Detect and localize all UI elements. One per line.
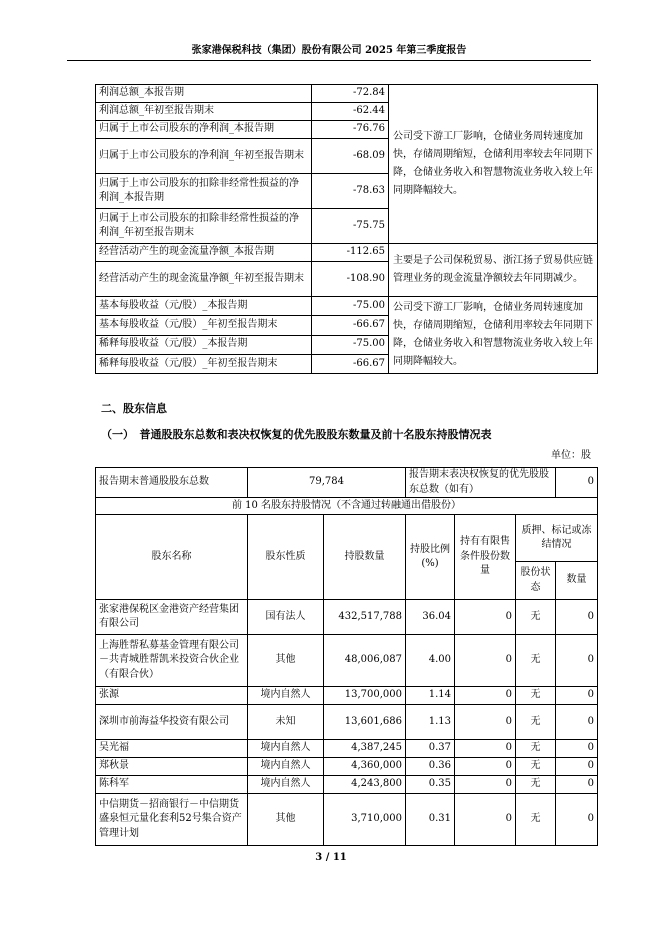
holder-shares: 13,601,686 — [324, 705, 406, 740]
holder-qty: 0 — [556, 687, 598, 705]
holder-qty: 0 — [556, 758, 598, 776]
row-value: -66.67 — [312, 316, 389, 335]
table-row — [96, 794, 598, 846]
holder-name: 吴光福 — [96, 740, 248, 758]
row-value: -75.75 — [312, 209, 389, 244]
holder-restricted: 0 — [455, 705, 516, 740]
holder-shares: 48,006,087 — [324, 635, 406, 687]
holder-shares: 4,360,000 — [324, 758, 406, 776]
holder-qty: 0 — [556, 776, 598, 794]
holder-qty: 0 — [556, 705, 598, 740]
row-value: -75.00 — [312, 335, 389, 354]
change-reason-note: 公司受下游工厂影响，仓储业务周转速度加快，存储周期缩短，仓储利用率较去年同期下降，仓储业务收入和智慧物流业务收入较上年同期降幅较大。 — [389, 85, 598, 244]
holder-qty: 0 — [556, 600, 598, 635]
holder-status: 无 — [516, 635, 556, 687]
row-value: -68.09 — [312, 139, 389, 174]
holder-shares: 432,517,788 — [324, 600, 406, 635]
total-holders-label: 报告期末普通股股东总数 — [96, 468, 248, 498]
shareholders-table — [95, 467, 598, 846]
holder-ratio: 0.35 — [406, 776, 455, 794]
holder-name: 张源 — [96, 687, 248, 705]
holder-restricted: 0 — [455, 758, 516, 776]
preferred-holders-label: 报告期末表决权恢复的优先股股东总数（如有） — [406, 468, 556, 498]
holder-ratio: 36.04 — [406, 600, 455, 635]
row-label: 归属于上市公司股东的扣除非经常性损益的净利润_年初至报告期末 — [96, 209, 312, 244]
row-value: -108.90 — [312, 262, 389, 297]
row-label: 归属于上市公司股东的扣除非经常性损益的净利润_本报告期 — [96, 174, 312, 209]
row-label: 稀释每股收益（元/股）_年初至报告期末 — [96, 354, 312, 373]
section-title: 二、股东信息 — [101, 402, 167, 415]
holder-qty: 0 — [556, 740, 598, 758]
holder-nature: 境内自然人 — [248, 758, 324, 776]
holder-nature: 未知 — [248, 705, 324, 740]
holder-restricted: 0 — [455, 776, 516, 794]
holder-nature: 其他 — [248, 635, 324, 687]
holder-restricted: 0 — [455, 740, 516, 758]
holder-name: 深圳市前海益华投资有限公司 — [96, 705, 248, 740]
row-value: -66.67 — [312, 354, 389, 373]
header-status: 股份状态 — [516, 562, 556, 600]
holder-name: 上海胜帮私募基金管理有限公司－共青城胜帮凯米投资合伙企业（有限合伙） — [96, 635, 248, 687]
holder-status: 无 — [516, 740, 556, 758]
holder-qty: 0 — [556, 794, 598, 846]
header-restricted: 持有有限售条件股份数量 — [455, 515, 516, 600]
holder-ratio: 4.00 — [406, 635, 455, 687]
row-label: 归属于上市公司股东的净利润_本报告期 — [96, 121, 312, 139]
holder-restricted: 0 — [455, 687, 516, 705]
change-reasons-table — [95, 84, 598, 374]
holder-name: 中信期货－招商银行－中信期货盛泉恒元量化套利52号集合资产管理计划 — [96, 794, 248, 846]
row-label: 利润总额_年初至报告期末 — [96, 103, 312, 121]
table-row — [96, 600, 598, 635]
holder-nature: 境内自然人 — [248, 776, 324, 794]
holder-nature: 境内自然人 — [248, 687, 324, 705]
header-pledge: 质押、标记或冻结情况 — [516, 515, 598, 562]
change-reason-note: 主要是子公司保税贸易、浙江扬子贸易供应链管理业务的现金流量净额较去年同期减少。 — [389, 244, 598, 297]
table-row — [96, 740, 598, 758]
page-header-title: 张家港保税科技（集团）股份有限公司 2025 年第三季度报告 — [191, 45, 467, 56]
table-row — [96, 635, 598, 687]
holder-nature: 其他 — [248, 794, 324, 846]
row-value: -112.65 — [312, 244, 389, 262]
header-nature: 股东性质 — [248, 515, 324, 600]
holder-restricted: 0 — [455, 794, 516, 846]
holder-shares: 3,710,000 — [324, 794, 406, 846]
holder-shares: 13,700,000 — [324, 687, 406, 705]
row-label: 基本每股收益（元/股）_年初至报告期末 — [96, 316, 312, 335]
holder-status: 无 — [516, 758, 556, 776]
header-qty: 数量 — [556, 562, 598, 600]
holder-nature: 国有法人 — [248, 600, 324, 635]
holder-nature: 境内自然人 — [248, 740, 324, 758]
holder-status: 无 — [516, 705, 556, 740]
holder-status: 无 — [516, 687, 556, 705]
holder-restricted: 0 — [455, 600, 516, 635]
header-divider — [67, 60, 591, 61]
holder-ratio: 1.14 — [406, 687, 455, 705]
row-value: -72.84 — [312, 85, 389, 103]
holder-name: 张家港保税区金港资产经营集团有限公司 — [96, 600, 248, 635]
row-value: -78.63 — [312, 174, 389, 209]
page-number: 3 / 11 — [315, 852, 347, 863]
row-label: 稀释每股收益（元/股）_本报告期 — [96, 335, 312, 354]
holder-restricted: 0 — [455, 635, 516, 687]
row-value: -76.76 — [312, 121, 389, 139]
holder-ratio: 0.37 — [406, 740, 455, 758]
total-holders-value: 79,784 — [248, 468, 406, 498]
holder-ratio: 0.31 — [406, 794, 455, 846]
row-label: 利润总额_本报告期 — [96, 85, 312, 103]
holder-ratio: 1.13 — [406, 705, 455, 740]
top10-title: 前 10 名股东持股情况（不含通过转融通出借股份） — [96, 498, 598, 515]
holder-name: 陈科军 — [96, 776, 248, 794]
header-shares: 持股数量 — [324, 515, 406, 600]
table-row — [96, 776, 598, 794]
holder-shares: 4,243,800 — [324, 776, 406, 794]
header-name: 股东名称 — [96, 515, 248, 600]
holder-status: 无 — [516, 776, 556, 794]
preferred-holders-value: 0 — [556, 468, 598, 498]
table-row — [96, 705, 598, 740]
holder-status: 无 — [516, 600, 556, 635]
holder-ratio: 0.36 — [406, 758, 455, 776]
holder-status: 无 — [516, 794, 556, 846]
row-value: -75.00 — [312, 297, 389, 316]
row-value: -62.44 — [312, 103, 389, 121]
row-label: 经营活动产生的现金流量净额_本报告期 — [96, 244, 312, 262]
table-row — [96, 687, 598, 705]
header-ratio: 持股比例(%) — [406, 515, 455, 600]
unit-label: 单位：股 — [551, 450, 591, 461]
section-subtitle: （一） 普通股股东总数和表决权恢复的优先股股东数量及前十名股东持股情况表 — [101, 428, 492, 441]
holder-qty: 0 — [556, 635, 598, 687]
holder-name: 郑秋景 — [96, 758, 248, 776]
row-label: 基本每股收益（元/股）_本报告期 — [96, 297, 312, 316]
row-label: 经营活动产生的现金流量净额_年初至报告期末 — [96, 262, 312, 297]
row-label: 归属于上市公司股东的净利润_年初至报告期末 — [96, 139, 312, 174]
holder-shares: 4,387,245 — [324, 740, 406, 758]
table-row — [96, 758, 598, 776]
change-reason-note: 公司受下游工厂影响，仓储业务周转速度加快，存储周期缩短，仓储利用率较去年同期下降，仓储业务收入和智慧物流业务收入较上年同期降幅较大。 — [389, 297, 598, 374]
